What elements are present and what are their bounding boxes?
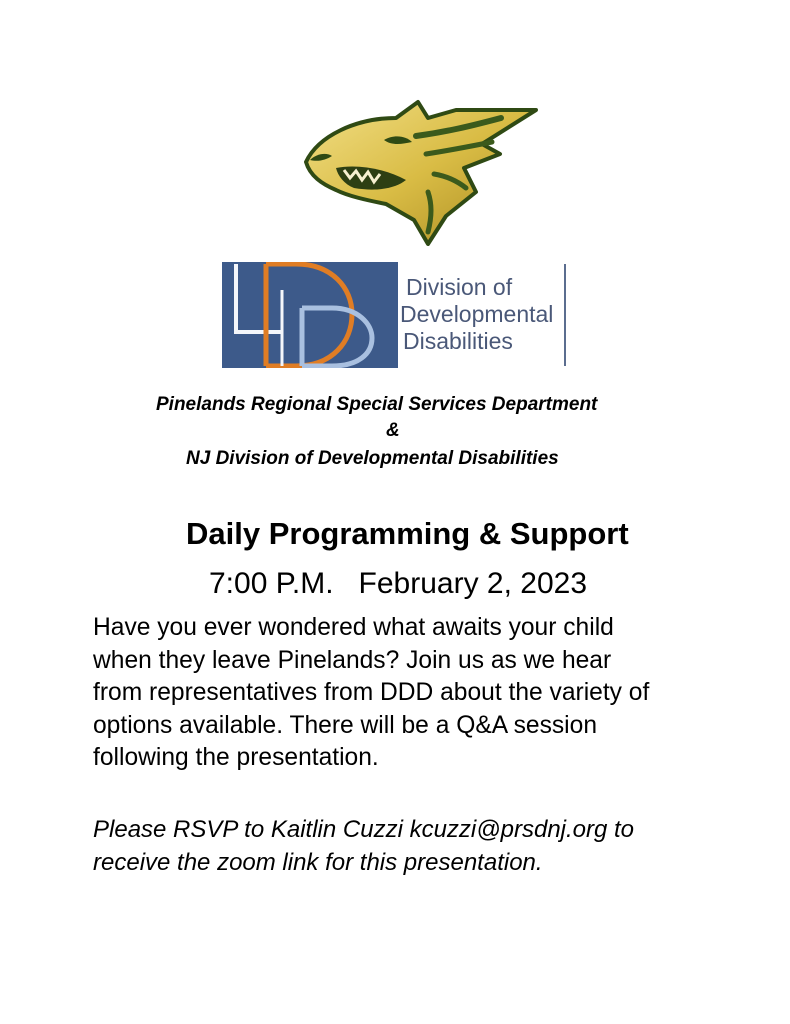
description-line: Have you ever wondered what awaits your child — [93, 614, 614, 641]
ddd-word: Developmental — [400, 301, 554, 327]
sponsor-line: Pinelands Regional Special Services Department — [156, 394, 598, 415]
ddd-wordmark — [400, 274, 566, 355]
event-title: Daily Programming & Support — [186, 516, 629, 551]
description-line: following the presentation. — [93, 744, 379, 771]
wildcat-head-icon — [296, 96, 540, 246]
description-line: options available. There will be a Q&A session — [93, 711, 598, 739]
ddd-word: Disabilities — [403, 328, 513, 354]
sponsor-line: NJ Division of Developmental Disabilities — [186, 448, 559, 469]
rsvp-line: receive the zoom link for this presentation. — [93, 848, 543, 876]
event-description — [93, 612, 733, 775]
event-datetime: 7:00 P.M. February 2, 2023 — [209, 567, 588, 600]
description-line: when they leave Pinelands? Join us as we hear — [93, 646, 612, 674]
ddd-divider — [564, 264, 566, 366]
description-line: from representatives from DDD about the variety of — [93, 679, 650, 706]
rsvp-note — [93, 814, 733, 879]
rsvp-line: Please RSVP to Kaitlin Cuzzi kcuzzi@prsdnj.org to — [93, 816, 635, 843]
ddd-monogram-icon — [222, 262, 398, 368]
sponsor-ampersand: & — [386, 420, 400, 441]
ddd-logo — [222, 262, 570, 368]
ddd-word: Division of — [406, 274, 513, 300]
